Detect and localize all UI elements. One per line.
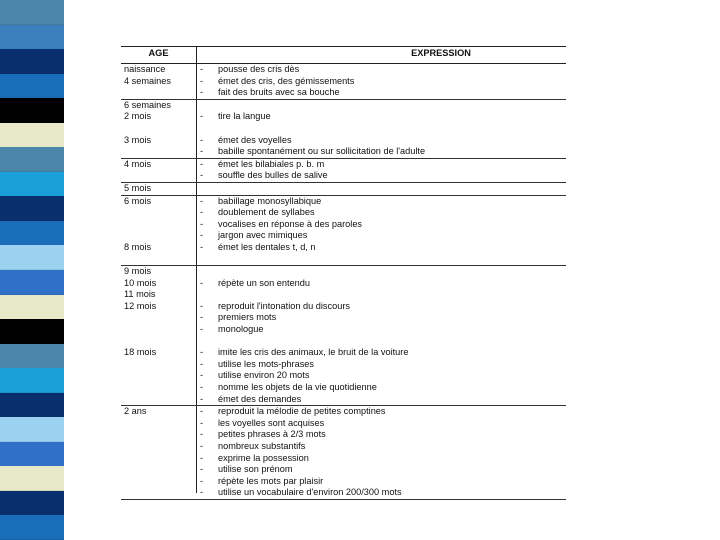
table-row	[121, 441, 566, 453]
table-row	[121, 301, 566, 313]
expression-cell: exprime la possession	[218, 452, 309, 463]
bullet-dash: -	[200, 464, 204, 475]
expression-cell: émet les dentales t, d, n	[218, 241, 316, 252]
table-row	[121, 347, 566, 359]
bullet-dash: -	[200, 218, 204, 229]
bullet-dash: -	[200, 75, 204, 86]
age-group	[121, 64, 566, 100]
bullet-dash: -	[200, 312, 204, 323]
table-row	[121, 123, 566, 135]
table-row	[121, 76, 566, 88]
bullet-dash: -	[200, 277, 204, 288]
bullet-dash: -	[200, 382, 204, 393]
expression-cell: émet des voyelles	[218, 134, 292, 145]
expression-cell: utilise un vocabulaire d'environ 200/300 mots	[218, 487, 402, 498]
stripe-block	[0, 196, 64, 221]
bullet-dash: -	[200, 230, 204, 241]
bullet-dash: -	[200, 347, 204, 358]
table-row	[121, 464, 566, 476]
age-cell: 5 mois	[124, 182, 152, 193]
stripe-block	[0, 245, 64, 270]
stripe-block	[0, 393, 64, 418]
table-row	[121, 135, 566, 147]
age-cell: 2 ans	[124, 406, 147, 417]
age-cell: 18 mois	[124, 347, 157, 358]
bullet-dash: -	[200, 87, 204, 98]
expression-cell: nombreux substantifs	[218, 441, 306, 451]
age-cell: 6 semaines	[124, 99, 171, 110]
table-row	[121, 476, 566, 488]
bullet-dash: -	[200, 146, 204, 157]
expression-cell: utilise les mots-phrases	[218, 358, 314, 369]
bullet-dash: -	[200, 370, 204, 381]
table-row	[121, 242, 566, 254]
table-row	[121, 159, 566, 171]
stripe-block	[0, 221, 64, 246]
language-development-table	[121, 46, 566, 500]
table-row	[121, 207, 566, 219]
age-group	[121, 196, 566, 267]
expression-cell: vocalises en réponse à des paroles	[218, 218, 363, 229]
decorative-stripe	[0, 0, 64, 540]
expression-cell: utilise son prénom	[218, 464, 293, 475]
age-group	[121, 159, 566, 183]
table-row	[121, 324, 566, 336]
age-cell: 4 semaines	[124, 75, 171, 86]
bullet-dash: -	[200, 111, 204, 122]
table-row	[121, 183, 566, 195]
expression-cell: les voyelles sont acquises	[218, 417, 325, 428]
table-row	[121, 289, 566, 301]
expression-cell: premiers mots	[218, 312, 277, 323]
age-cell: 6 mois	[124, 195, 152, 206]
expression-cell: doublement de syllabes	[218, 207, 315, 218]
expression-cell: tire la langue	[218, 111, 271, 122]
age-group	[121, 406, 566, 500]
bullet-dash: -	[200, 241, 204, 252]
expression-cell: babille spontanément ou sur sollicitation de l'adulte	[218, 146, 426, 157]
stripe-block	[0, 515, 64, 540]
table-row	[121, 266, 566, 278]
stripe-block	[0, 491, 64, 516]
bullet-dash: -	[200, 452, 204, 463]
expression-cell: monologue	[218, 324, 264, 335]
stripe-block	[0, 74, 64, 99]
expression-cell: pousse des cris dès	[218, 64, 300, 74]
age-cell: 4 mois	[124, 158, 152, 169]
bullet-dash: -	[200, 300, 204, 311]
bullet-dash: -	[200, 429, 204, 440]
stripe-block	[0, 0, 64, 25]
table-row	[121, 230, 566, 242]
expression-cell: petites phrases à 2/3 mots	[218, 429, 326, 440]
stripe-block	[0, 295, 64, 320]
table-row	[121, 87, 566, 99]
table-row	[121, 170, 566, 182]
expression-cell: émet les bilabiales p. b. m	[218, 158, 325, 169]
stripe-block	[0, 368, 64, 393]
bullet-dash: -	[200, 417, 204, 428]
bullet-dash: -	[200, 393, 204, 404]
table-row	[121, 312, 566, 324]
bullet-dash: -	[200, 170, 204, 181]
table-header	[121, 46, 566, 64]
age-cell: 11 mois	[124, 289, 156, 300]
expression-cell: répète les mots par plaisir	[218, 475, 324, 486]
table-row	[121, 64, 566, 76]
expression-cell: imite les cris des animaux, le bruit de la voiture	[218, 347, 409, 358]
age-cell: 8 mois	[124, 241, 152, 252]
table-row	[121, 370, 566, 382]
age-cell: 2 mois	[124, 111, 152, 122]
bullet-dash: -	[200, 358, 204, 369]
bullet-dash: -	[200, 406, 204, 417]
bullet-dash: -	[200, 134, 204, 145]
table-row	[121, 394, 566, 406]
age-cell: naissance	[124, 64, 166, 74]
table-row	[121, 382, 566, 394]
table-row	[121, 336, 566, 348]
header-age: AGE	[148, 48, 169, 58]
age-group	[121, 100, 566, 159]
table-row	[121, 278, 566, 290]
stripe-block	[0, 172, 64, 197]
age-cell: 3 mois	[124, 134, 152, 145]
expression-cell: émet des cris, des gémissements	[218, 75, 355, 86]
table-row	[121, 418, 566, 430]
stripe-block	[0, 466, 64, 491]
age-cell: 9 mois	[124, 266, 152, 277]
table-row	[121, 219, 566, 231]
table-row	[121, 487, 566, 499]
age-group	[121, 183, 566, 196]
table-row	[121, 453, 566, 465]
table-row	[121, 254, 566, 266]
expression-cell: souffle des bulles de salive	[218, 170, 328, 181]
table-row	[121, 406, 566, 418]
stripe-block	[0, 319, 64, 344]
stripe-block	[0, 147, 64, 172]
bullet-dash: -	[200, 64, 204, 74]
bullet-dash: -	[200, 475, 204, 486]
bullet-dash: -	[200, 195, 204, 206]
table-row	[121, 429, 566, 441]
table-row	[121, 359, 566, 371]
header-expression: EXPRESSION	[411, 48, 471, 58]
stripe-block	[0, 344, 64, 369]
stripe-block	[0, 25, 64, 50]
expression-cell: fait des bruits avec sa bouche	[218, 87, 340, 98]
table-row	[121, 100, 566, 112]
stripe-block	[0, 123, 64, 148]
expression-cell: utilise environ 20 mots	[218, 370, 310, 381]
expression-cell: jargon avec mimiques	[218, 230, 308, 241]
bullet-dash: -	[200, 441, 204, 451]
bullet-dash: -	[200, 487, 204, 498]
age-cell: 12 mois	[124, 300, 157, 311]
expression-cell: babillage monosyllabique	[218, 195, 322, 206]
table-row	[121, 196, 566, 208]
bullet-dash: -	[200, 207, 204, 218]
expression-cell: émet des demandes	[218, 393, 302, 404]
age-cell: 10 mois	[124, 277, 157, 288]
expression-cell: reproduit l'intonation du discours	[218, 300, 350, 311]
stripe-block	[0, 270, 64, 295]
bullet-dash: -	[200, 158, 204, 169]
expression-cell: nomme les objets de la vie quotidienne	[218, 382, 377, 393]
stripe-block	[0, 49, 64, 74]
expression-cell: répète un son entendu	[218, 277, 310, 288]
expression-cell: reproduit la mélodie de petites comptines	[218, 406, 386, 417]
bullet-dash: -	[200, 324, 204, 335]
age-group	[121, 266, 566, 406]
stripe-block	[0, 442, 64, 467]
table-row	[121, 111, 566, 123]
stripe-block	[0, 417, 64, 442]
stripe-block	[0, 98, 64, 123]
table-row	[121, 146, 566, 158]
